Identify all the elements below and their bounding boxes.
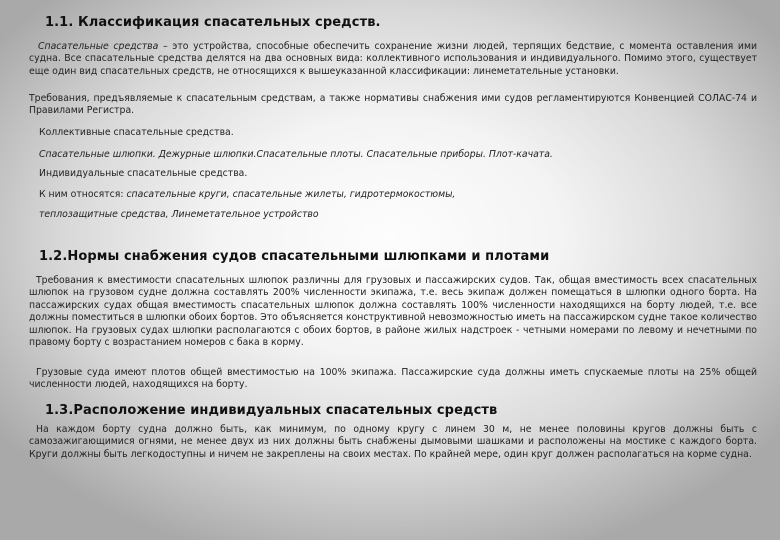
individual-title: Индивидуальные спасательные средства.	[39, 168, 248, 179]
collective-title: Коллективные спасательные средства.	[39, 127, 234, 138]
individual-list-continued: теплозащитные средства, Линеметательное устройство	[39, 209, 319, 220]
collective-list: Спасательные шлюпки. Дежурные шлюпки.Спасательные плоты. Спасательные приборы. Плот-качата.	[39, 149, 553, 160]
section1-heading: 1.1. Классификация спасательных средств.	[45, 15, 381, 30]
section2-paragraph1: Требования к вместимости спасательных шлюпок различны для грузовых и пассажирских судов. Так, общая вместимость всех спасательных шлюпок на грузовом судне должна составлять 200% численности экипажа, т.е. весь экипаж должен помещаться в шлюпки одного борта. На пассажирских судах общая вместимость спасательных шлюпок должна составлять 100% численности находящихся на борту людей, т.е. все должны поместиться в шлюпки обоих бортов. Это объясняется конструктивной невозможностью иметь на пассажирском судне такое количество шлюпок. На грузовых судах шлюпки располагаются с обоих бортов, в районе жилых надстроек - четными номерами по левому и нечетными по правому борту с возрастанием номеров с бака в корму.	[29, 275, 757, 349]
section1-requirements: Требования, предъявляемые к спасательным средствам, а также нормативы снабжения ими судов регламентируются Конвенцией СОЛАС-74 и Правилами Регистра.	[29, 93, 757, 117]
individual-list	[39, 189, 739, 201]
section1-definition	[29, 41, 757, 78]
section2-paragraph2: Грузовые суда имеют плотов общей вместимостью на 100% экипажа. Пассажирские суда должны иметь спускаемые плоты на 25% общей численности людей, находящихся на борту.	[29, 367, 757, 391]
section3-paragraph1: На каждом борту судна должно быть, как минимум, по одному кругу с линем 30 м, не менее половины кругов должны быть с самозажигающимися огнями, не менее двух из них должны быть снабжены дымовыми шашками и расположены на мостике с каждого борта. Круги должны быть легкодоступны и ничем не закреплены на своих местах. По крайней мере, один круг должен располагаться на корме судна.	[29, 424, 757, 460]
section2-heading: 1.2.Нормы снабжения судов спасательными шлюпками и плотами	[39, 249, 550, 264]
section3-heading: 1.3.Расположение индивидуальных спасательных средств	[45, 403, 498, 418]
individual-intro: К ним относятся:	[39, 189, 127, 200]
individual-items: спасательные круги, спасательные жилеты, гидротермокостюмы,	[126, 189, 456, 200]
definition-term: Спасательные средства	[38, 41, 159, 52]
definition-text: – это устройства, способные обеспечить сохранение жизни людей, терпящих бедствие, с момента оставления ими судна. Все спасательные средства делятся на два основных вида: коллективного использования и индивидуального. Помимо этого, существует еще один вид спасательных средств, не относящихся к вышеуказанной классификации: линеметательные установки.	[29, 41, 757, 77]
